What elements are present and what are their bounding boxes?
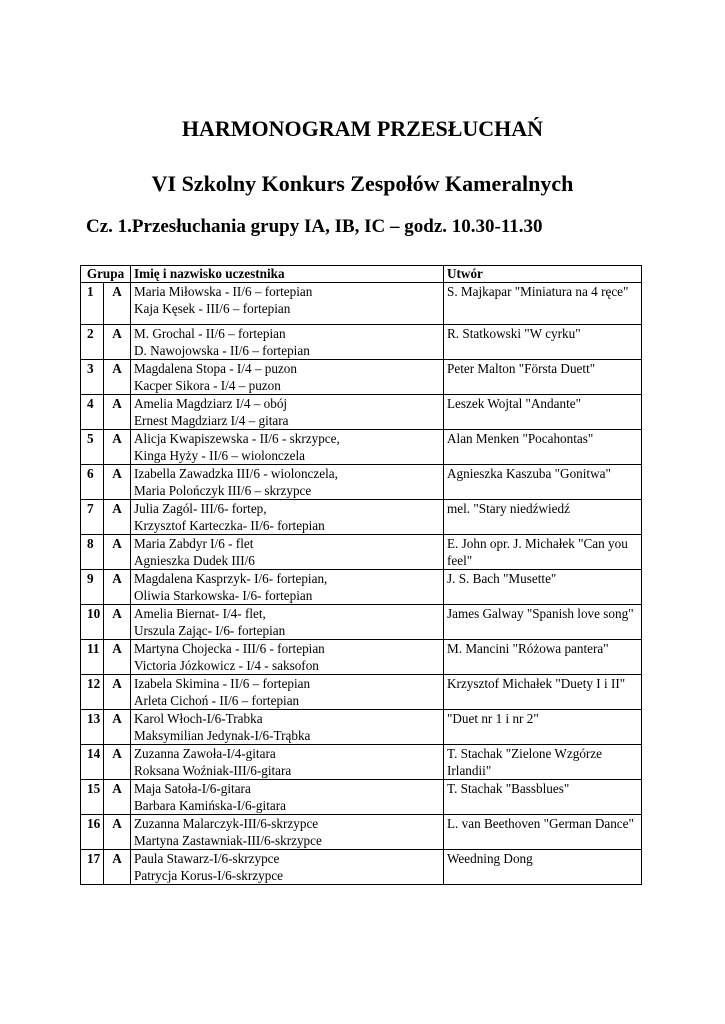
participant-2: Maksymilian Jedynak-I/6-Trąbka <box>134 728 311 743</box>
row-group: A <box>104 535 131 570</box>
row-number: 4 <box>81 395 104 430</box>
participant-2: Agnieszka Dudek III/6 <box>134 553 255 568</box>
table-row <box>81 283 642 325</box>
row-number: 10 <box>81 605 104 640</box>
table-row <box>81 535 642 570</box>
row-group: A <box>104 500 131 535</box>
participants-cell <box>131 535 444 570</box>
participant-2: Barbara Kamińska-I/6-gitara <box>134 798 286 813</box>
participant-2: Maria Polończyk III/6 – skrzypce <box>134 483 312 498</box>
row-group: A <box>104 283 131 325</box>
row-group: A <box>104 465 131 500</box>
participants-cell <box>131 283 444 325</box>
participant-2: Kinga Hyży - II/6 – wiolonczela <box>134 448 306 463</box>
participants-cell <box>131 675 444 710</box>
work-cell: Agnieszka Kaszuba "Gonitwa" <box>444 465 642 500</box>
row-number: 15 <box>81 780 104 815</box>
participants-cell <box>131 465 444 500</box>
work-cell: L. van Beethoven "German Dance" <box>444 815 642 850</box>
participant-1: Magdalena Kasprzyk- I/6- fortepian, <box>134 571 328 586</box>
participant-2: Kacper Sikora - I/4 – puzon <box>134 378 281 393</box>
table-row <box>81 500 642 535</box>
row-group: A <box>104 605 131 640</box>
row-group: A <box>104 815 131 850</box>
table-row <box>81 850 642 885</box>
participants-cell <box>131 745 444 780</box>
row-number: 17 <box>81 850 104 885</box>
participant-1: Zuzanna Malarczyk-III/6-skrzypce <box>134 816 319 831</box>
participants-cell <box>131 570 444 605</box>
row-number: 9 <box>81 570 104 605</box>
row-number: 8 <box>81 535 104 570</box>
participants-cell <box>131 500 444 535</box>
work-cell: Leszek Wojtal "Andante" <box>444 395 642 430</box>
row-group: A <box>104 360 131 395</box>
participant-1: Amelia Magdziarz I/4 – obój <box>134 396 288 411</box>
participant-1: Izabela Skimina - II/6 – fortepian <box>134 676 311 691</box>
work-cell: T. Stachak "Bassblues" <box>444 780 642 815</box>
header-group: Grupa <box>81 266 131 283</box>
participant-2: D. Nawojowska - II/6 – fortepian <box>134 343 310 358</box>
work-cell: E. John opr. J. Michałek "Can you feel" <box>444 535 642 570</box>
table-row <box>81 570 642 605</box>
participants-cell <box>131 710 444 745</box>
row-group: A <box>104 850 131 885</box>
participant-2: Martyna Zastawniak-III/6-skrzypce <box>134 833 322 848</box>
table-row <box>81 745 642 780</box>
section-heading: Cz. 1.Przesłuchania grupy IA, IB, IC – godz. 10.30-11.30 <box>86 216 543 237</box>
row-group: A <box>104 710 131 745</box>
row-number: 5 <box>81 430 104 465</box>
participant-1: M. Grochal - II/6 – fortepian <box>134 326 286 341</box>
participant-1: Paula Stawarz-I/6-skrzypce <box>134 851 280 866</box>
row-number: 13 <box>81 710 104 745</box>
work-cell: Peter Malton "Första Duett" <box>444 360 642 395</box>
row-group: A <box>104 675 131 710</box>
row-number: 6 <box>81 465 104 500</box>
row-group: A <box>104 430 131 465</box>
participants-cell <box>131 605 444 640</box>
row-group: A <box>104 395 131 430</box>
table-header-row <box>81 266 642 283</box>
participant-1: Martyna Chojecka - III/6 - fortepian <box>134 641 325 656</box>
participant-1: Karol Włoch-I/6-Trabka <box>134 711 263 726</box>
row-number: 12 <box>81 675 104 710</box>
participant-1: Amelia Biernat- I/4- flet, <box>134 606 266 621</box>
participants-cell <box>131 325 444 360</box>
header-names: Imię i nazwisko uczestnika <box>131 266 444 283</box>
table-row <box>81 395 642 430</box>
header-work: Utwór <box>444 266 642 283</box>
participant-1: Julia Zagól- III/6- fortep, <box>134 501 267 516</box>
participant-1: Zuzanna Zawoła-I/4-gitara <box>134 746 276 761</box>
participant-1: Maria Zabdyr I/6 - flet <box>134 536 254 551</box>
table-body <box>81 283 642 885</box>
work-cell: Alan Menken "Pocahontas" <box>444 430 642 465</box>
work-cell: R. Statkowski "W cyrku" <box>444 325 642 360</box>
row-number: 16 <box>81 815 104 850</box>
row-number: 7 <box>81 500 104 535</box>
work-cell: S. Majkapar "Miniatura na 4 ręce" <box>444 283 642 325</box>
work-cell: M. Mancini "Różowa pantera" <box>444 640 642 675</box>
participants-cell <box>131 395 444 430</box>
participant-2: Roksana Woźniak-III/6-gitara <box>134 763 292 778</box>
table-row <box>81 675 642 710</box>
row-group: A <box>104 780 131 815</box>
participants-cell <box>131 780 444 815</box>
work-cell: J. S. Bach "Musette" <box>444 570 642 605</box>
participants-cell <box>131 360 444 395</box>
participants-cell <box>131 850 444 885</box>
participant-1: Maja Satoła-I/6-gitara <box>134 781 251 796</box>
work-cell: T. Stachak "Zielone Wzgórze Irlandii" <box>444 745 642 780</box>
schedule-table <box>80 265 642 885</box>
row-number: 14 <box>81 745 104 780</box>
participants-cell <box>131 430 444 465</box>
row-number: 2 <box>81 325 104 360</box>
table-row <box>81 710 642 745</box>
row-group: A <box>104 325 131 360</box>
participant-2: Victoria Józkowicz - I/4 - saksofon <box>134 658 319 673</box>
table-row <box>81 360 642 395</box>
participant-1: Magdalena Stopa - I/4 – puzon <box>134 361 297 376</box>
participant-1: Maria Miłowska - II/6 – fortepian <box>134 284 313 299</box>
page-subtitle: VI Szkolny Konkurs Zespołów Kameralnych <box>151 171 574 196</box>
row-group: A <box>104 640 131 675</box>
work-cell: "Duet nr 1 i nr 2" <box>444 710 642 745</box>
page-title: HARMONOGRAM PRZESŁUCHAŃ <box>181 116 544 141</box>
work-cell: James Galway "Spanish love song" <box>444 605 642 640</box>
participant-2: Ernest Magdziarz I/4 – gitara <box>134 413 289 428</box>
participants-cell <box>131 815 444 850</box>
table-row <box>81 815 642 850</box>
participant-2: Oliwia Starkowska- I/6- fortepian <box>134 588 313 603</box>
participants-cell <box>131 640 444 675</box>
work-cell: Weedning Dong <box>444 850 642 885</box>
row-group: A <box>104 570 131 605</box>
participant-2: Arleta Cichoń - II/6 – fortepian <box>134 693 300 708</box>
row-number: 3 <box>81 360 104 395</box>
participant-2: Krzysztof Karteczka- II/6- fortepian <box>134 518 325 533</box>
participant-2: Patrycja Korus-I/6-skrzypce <box>134 868 284 883</box>
table-row <box>81 430 642 465</box>
participant-2: Kaja Kęsek - III/6 – fortepian <box>134 301 291 316</box>
participant-1: Izabella Zawadzka III/6 - wiolonczela, <box>134 466 338 481</box>
work-cell: mel. "Stary niedźwiedź <box>444 500 642 535</box>
table-row <box>81 465 642 500</box>
row-group: A <box>104 745 131 780</box>
table-row <box>81 640 642 675</box>
table-row <box>81 325 642 360</box>
participant-1: Alicja Kwapiszewska - II/6 - skrzypce, <box>134 431 340 446</box>
row-number: 11 <box>81 640 104 675</box>
table-row <box>81 605 642 640</box>
table-row <box>81 780 642 815</box>
participant-2: Urszula Zając- I/6- fortepian <box>134 623 286 638</box>
row-number: 1 <box>81 283 104 325</box>
work-cell: Krzysztof Michałek "Duety I i II" <box>444 675 642 710</box>
